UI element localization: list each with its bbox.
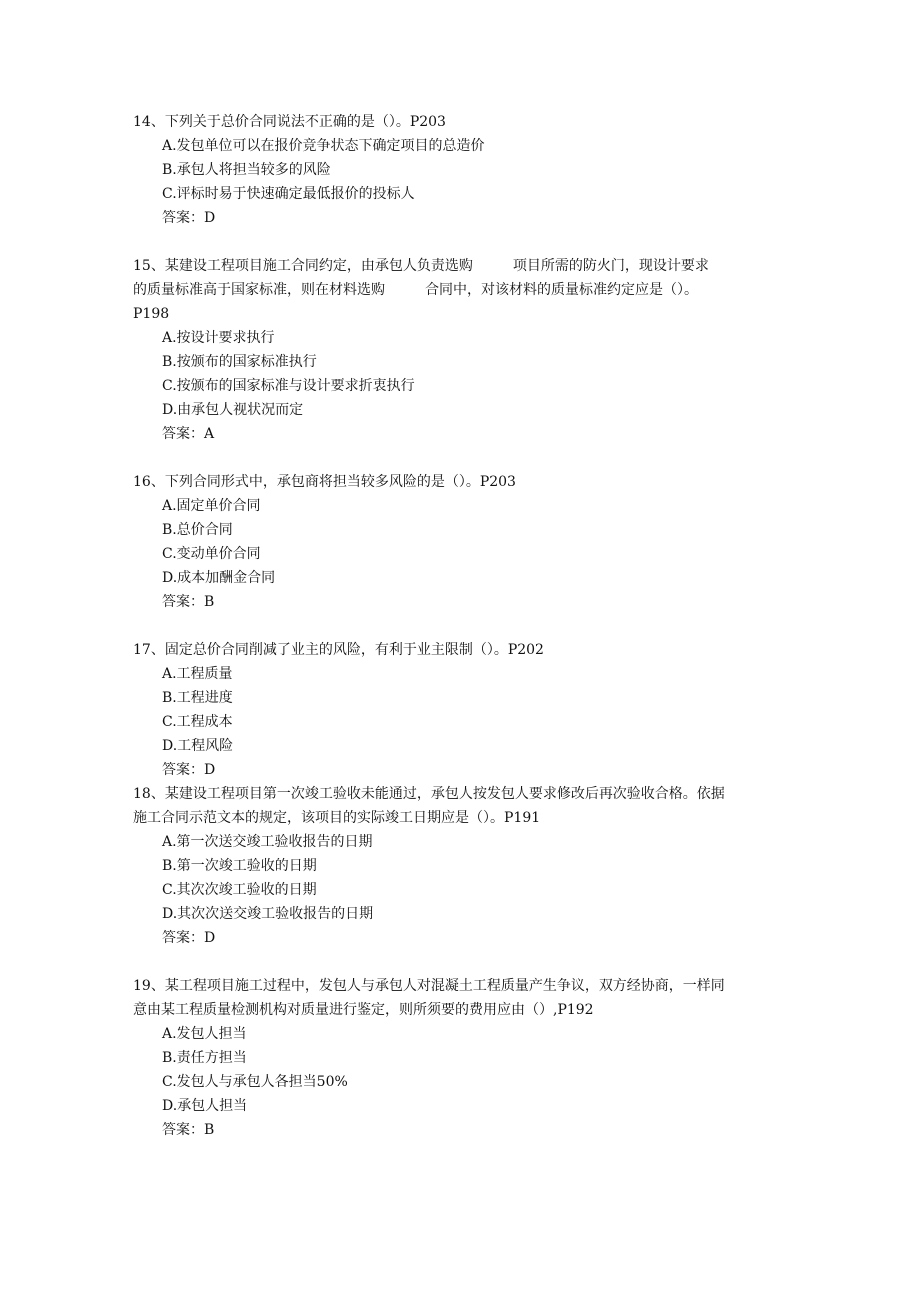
question-17 — [133, 638, 793, 782]
question-16 — [133, 470, 793, 614]
option-c: C.变动单价合同 — [162, 546, 261, 562]
option-a: A.发包人担当 — [162, 1026, 247, 1042]
option-d: D.工程风险 — [162, 738, 234, 754]
question-stem — [133, 254, 793, 278]
answer: 答案：B — [162, 1122, 215, 1138]
option-a: A.固定单价合同 — [162, 498, 261, 514]
question-19 — [133, 974, 793, 1142]
option-d: D.成本加酬金合同 — [162, 570, 276, 586]
question-stem: 意由某工程质量检测机构对质量进行鉴定，则所须要的费用应由（）,P192 — [133, 1002, 594, 1018]
option-b: B.按颁布的国家标准执行 — [162, 354, 317, 370]
stem-part: 项目所需的防火门，现设计要求 — [512, 258, 709, 274]
option-a: A.第一次送交竣工验收报告的日期 — [162, 834, 373, 850]
option-d: D.其次次送交竣工验收报告的日期 — [162, 906, 374, 922]
option-d: D.承包人担当 — [162, 1098, 248, 1114]
stem-part: 15、某建设工程项目施工合同约定，由承包人负责选购 — [133, 258, 473, 274]
answer: 答案：A — [162, 426, 215, 442]
option-b: B.责任方担当 — [162, 1050, 247, 1066]
option-a: A.按设计要求执行 — [162, 330, 275, 346]
option-c: C.评标时易于快速确定最低报价的投标人 — [162, 186, 415, 202]
question-stem: 16、下列合同形式中，承包商将担当较多风险的是（）。P203 — [133, 474, 516, 490]
question-stem: 施工合同示范文本的规定，该项目的实际竣工日期应是（）。P191 — [133, 810, 541, 826]
question-15 — [133, 254, 793, 446]
option-b: B.工程进度 — [162, 690, 233, 706]
answer: 答案：D — [162, 930, 216, 946]
option-c: C.工程成本 — [162, 714, 233, 730]
question-18 — [133, 782, 793, 950]
question-stem: 14、下列关于总价合同说法不正确的是（）。P203 — [133, 114, 446, 130]
option-b: B.第一次竣工验收的日期 — [162, 858, 317, 874]
stem-part: 合同中，对该材料的质量标准约定应是（）。 — [425, 282, 698, 298]
stem-part: 的质量标准高于国家标准，则在材料选购 — [133, 282, 385, 298]
question-stem: 19、某工程项目施工过程中，发包人与承包人对混凝土工程质量产生争议，双方经协商，一样同 — [133, 978, 725, 994]
option-c: C.发包人与承包人各担当50% — [162, 1074, 348, 1090]
answer: 答案：D — [162, 762, 216, 778]
question-stem: 18、某建设工程项目第一次竣工验收未能通过，承包人按发包人要求修改后再次验收合格。依据 — [133, 786, 725, 802]
option-c: C.按颁布的国家标准与设计要求折衷执行 — [162, 378, 415, 394]
answer: 答案：B — [162, 594, 215, 610]
option-d: D.由承包人视状况而定 — [162, 402, 304, 418]
question-14 — [133, 110, 793, 230]
option-b: B.承包人将担当较多的风险 — [162, 162, 331, 178]
question-stem — [133, 278, 793, 302]
option-b: B.总价合同 — [162, 522, 233, 538]
option-a: A.发包单位可以在报价竞争状态下确定项目的总造价 — [162, 138, 485, 154]
question-stem: 17、固定总价合同削减了业主的风险，有利于业主限制（）。P202 — [133, 642, 544, 658]
question-stem: P198 — [133, 306, 170, 322]
option-a: A.工程质量 — [162, 666, 233, 682]
option-c: C.其次次竣工验收的日期 — [162, 882, 317, 898]
answer: 答案：D — [162, 210, 216, 226]
